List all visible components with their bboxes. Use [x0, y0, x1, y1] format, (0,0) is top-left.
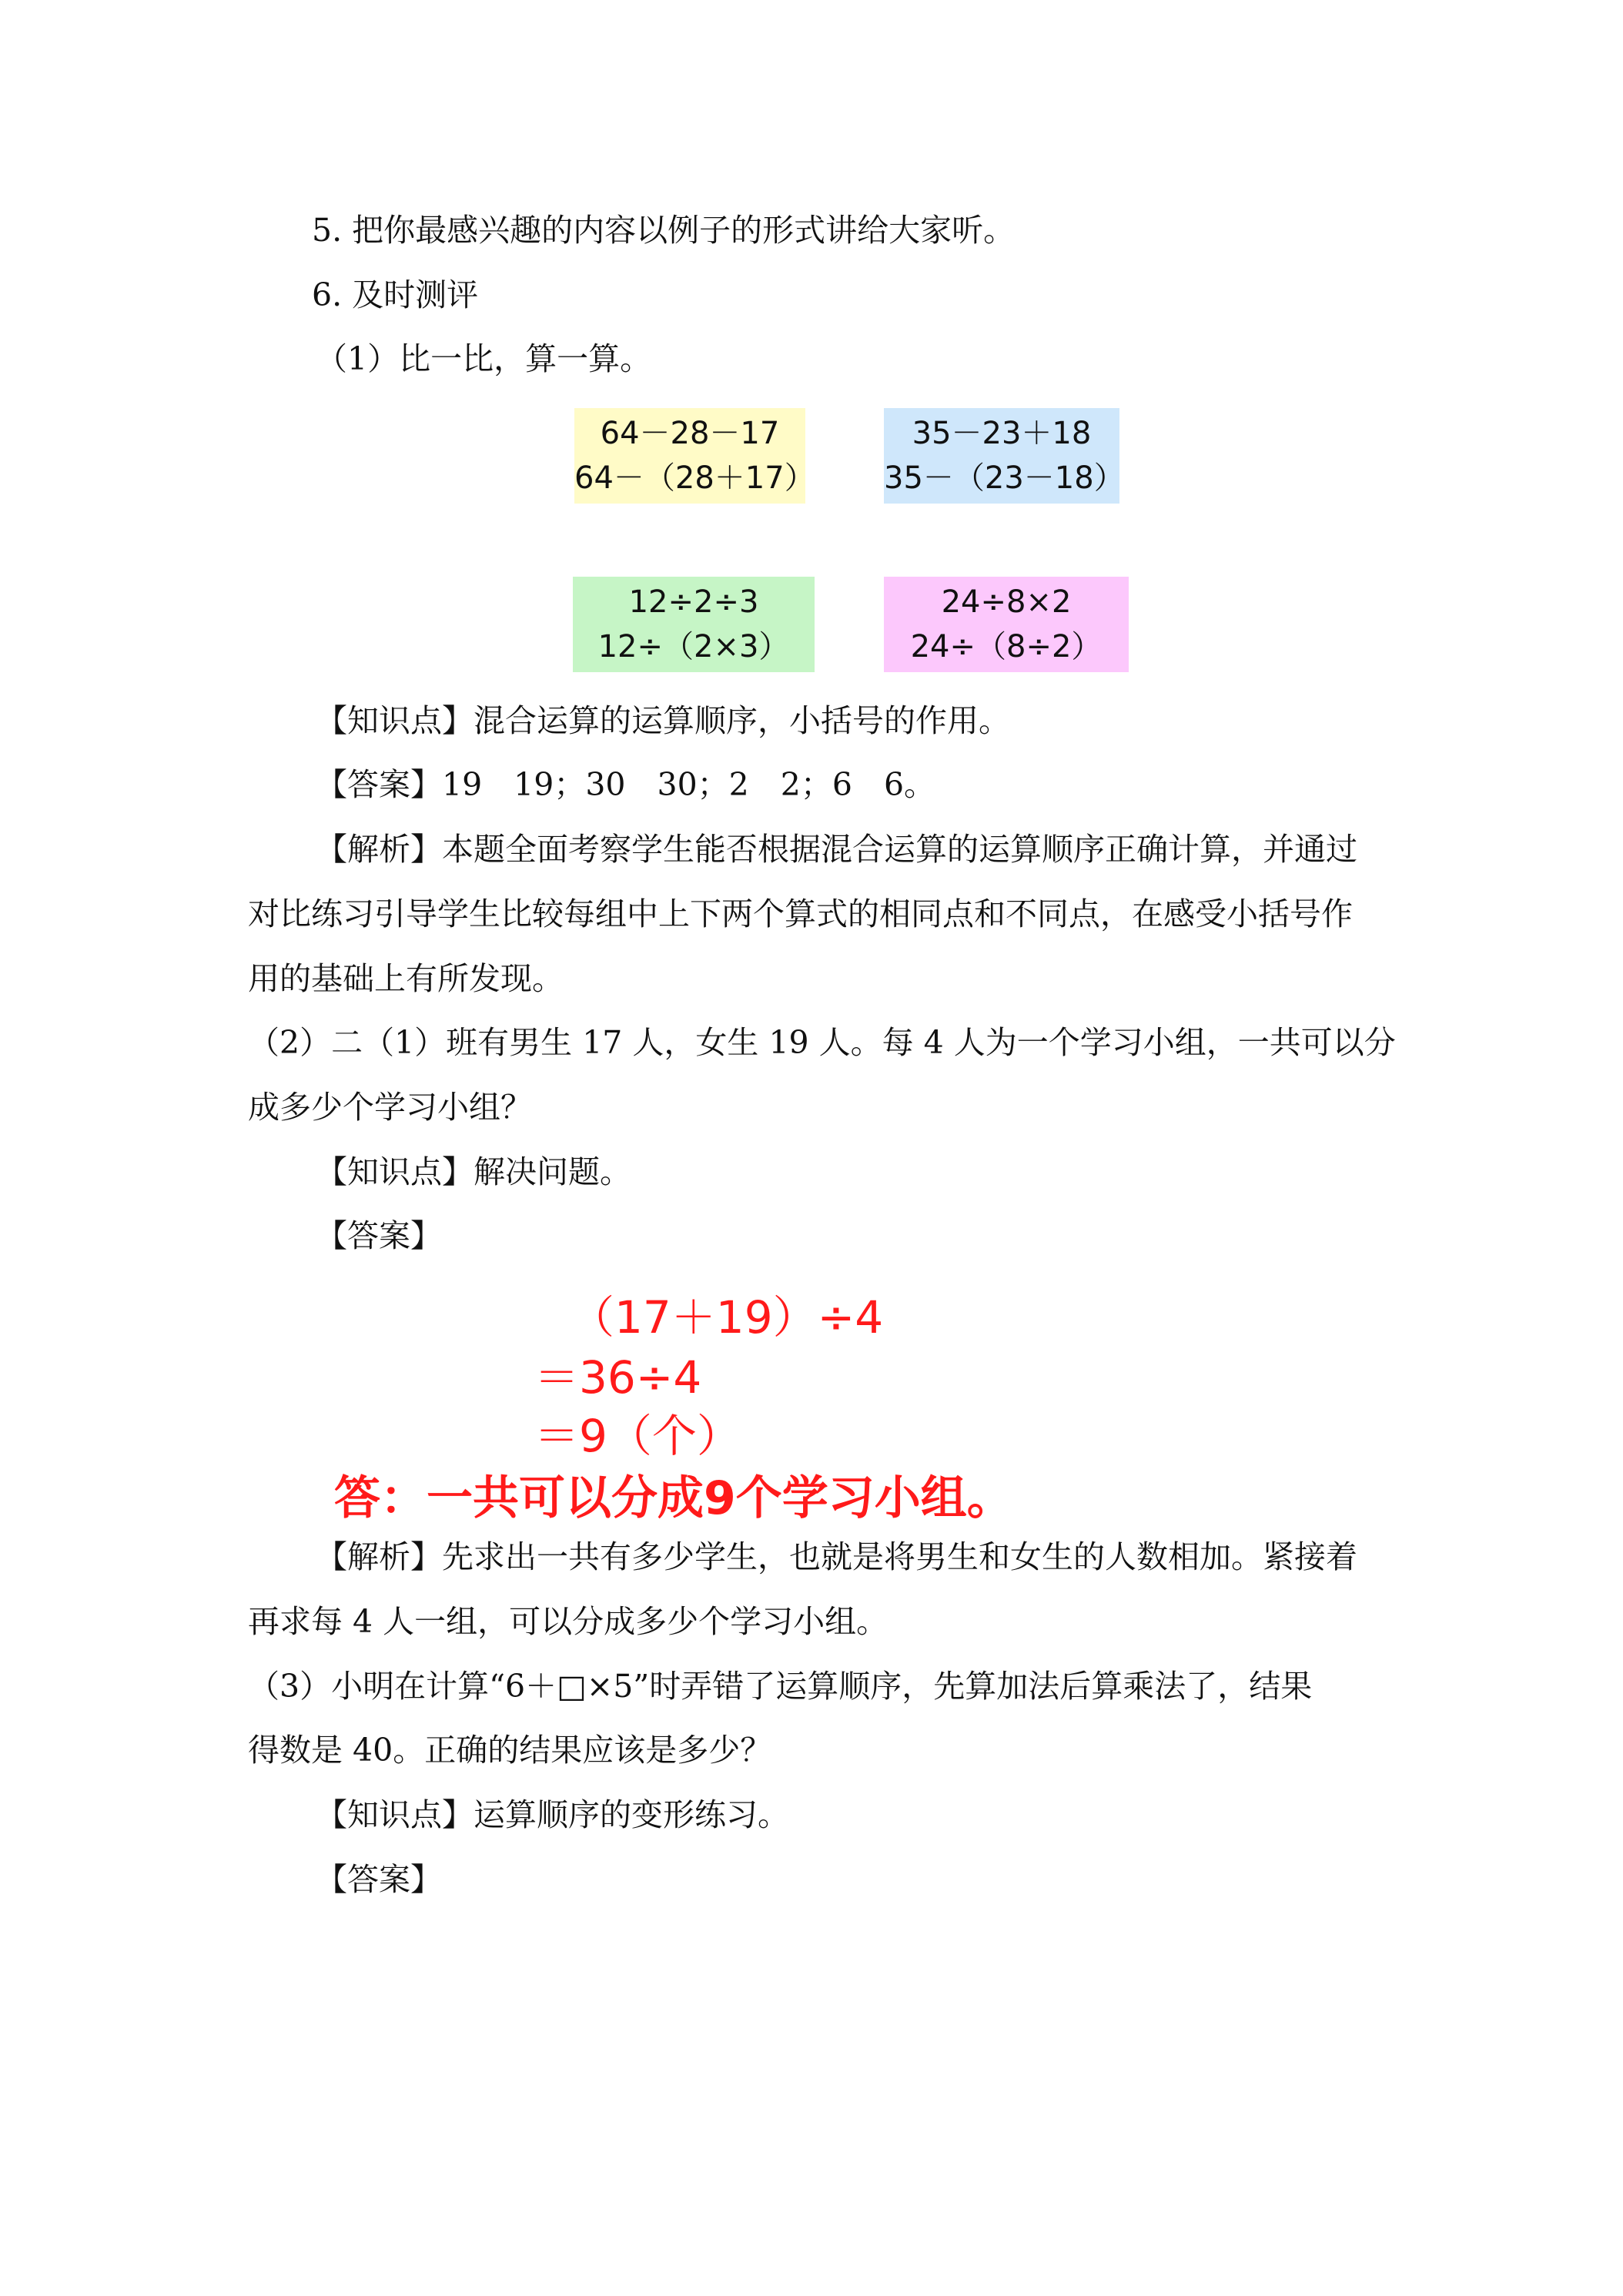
- solution-step-2: ＝36÷4: [534, 1351, 702, 1404]
- calc-box-yellow-top: 64－28－17: [600, 416, 780, 451]
- question-2-answer-label: 【答案】: [316, 1217, 442, 1254]
- item-5-text: 5. 把你最感兴趣的内容以例子的形式讲给大家听。: [312, 212, 1016, 249]
- calc-box-pink-top: 24÷8×2: [941, 584, 1072, 620]
- solution-step-3: ＝9（个）: [534, 1410, 741, 1462]
- question-3-title-line-1: （3）小明在计算“6＋□×5”时弄错了运算顺序，先算加法后算乘法了，结果: [248, 1668, 1313, 1705]
- question-2-title-line-1: （2）二（1）班有男生 17 人，女生 19 人。每 4 人为一个学习小组，一共可以分: [248, 1024, 1396, 1061]
- calc-box-blue: [884, 408, 1125, 504]
- question-1-analysis-line-1: 【解析】本题全面考察学生能否根据混合运算的运算顺序正确计算，并通过: [316, 831, 1357, 868]
- calc-box-blue-bottom: 35－（23－18）: [884, 460, 1125, 496]
- question-1-analysis-line-2: 对比练习引导学生比较每组中上下两个算式的相同点和不同点，在感受小括号作: [248, 895, 1353, 932]
- calc-box-green: [573, 577, 815, 672]
- item-6-heading: 6. 及时测评: [312, 276, 479, 313]
- question-2-title-line-2: 成多少个学习小组？: [248, 1089, 532, 1126]
- question-2-analysis-line-2: 再求每 4 人一组，可以分成多少个学习小组。: [248, 1603, 888, 1640]
- question-2-knowledge: 【知识点】解决问题。: [316, 1153, 631, 1190]
- question-3-title-line-2: 得数是 40。正确的结果应该是多少？: [248, 1732, 772, 1769]
- solution-step-1: （17＋19）÷4: [570, 1291, 884, 1344]
- calc-box-yellow-bottom: 64－（28＋17）: [574, 460, 815, 496]
- calc-box-green-top: 12÷2÷3: [628, 584, 759, 620]
- calc-box-pink: [884, 577, 1129, 672]
- question-3-knowledge: 【知识点】运算顺序的变形练习。: [316, 1796, 789, 1833]
- calc-box-green-bottom: 12÷（2×3）: [597, 629, 790, 664]
- calc-box-pink-bottom: 24÷（8÷2）: [910, 629, 1103, 664]
- calc-box-yellow: [574, 408, 815, 504]
- question-1-knowledge: 【知识点】混合运算的运算顺序，小括号的作用。: [316, 702, 1010, 739]
- question-1-analysis-line-3: 用的基础上有所发现。: [248, 960, 564, 997]
- question-2-analysis-line-1: 【解析】先求出一共有多少学生，也就是将男生和女生的人数相加。紧接着: [316, 1538, 1357, 1575]
- question-1-answer: 【答案】19 19；30 30；2 2；6 6。: [316, 766, 936, 803]
- question-1-title: （1）比一比，算一算。: [316, 340, 652, 377]
- solution-final-answer: 答：一共可以分成9个学习小组。: [334, 1471, 1013, 1525]
- question-3-answer-label: 【答案】: [316, 1861, 442, 1898]
- calc-box-blue-top: 35－23＋18: [912, 416, 1092, 451]
